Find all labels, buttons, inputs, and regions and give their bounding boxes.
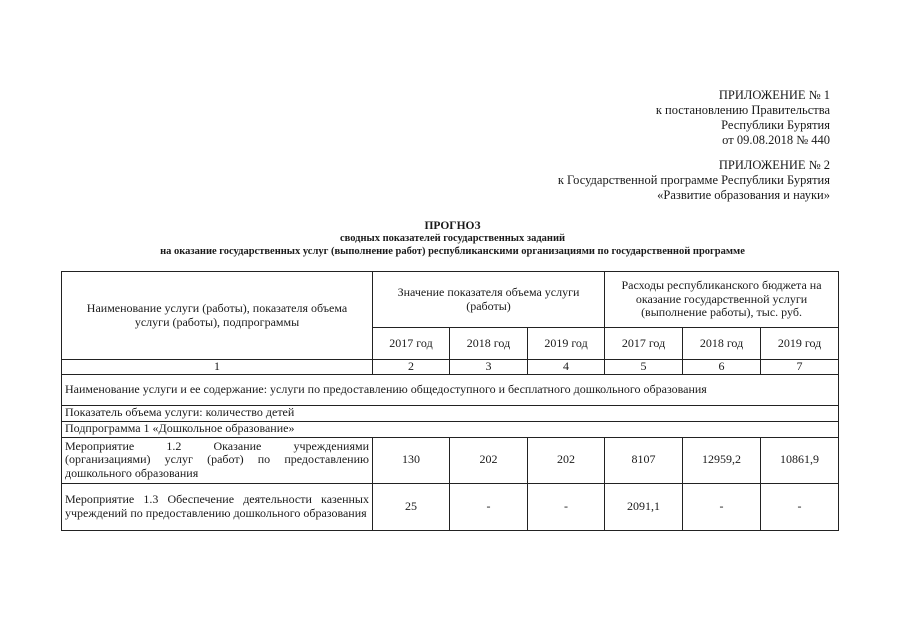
activity-name: Мероприятие 1.3 Обеспечение деятельности казенных учреждений по предоставлению дошкольного образования xyxy=(62,483,373,530)
forecast-table xyxy=(61,271,839,531)
table-cell: 8107 xyxy=(605,437,683,483)
appendix-1-date: от 09.08.2018 № 440 xyxy=(722,133,830,147)
table-cell: 202 xyxy=(450,437,528,483)
appendix-1-block xyxy=(656,88,830,148)
expense-group-header: Расходы республиканского бюджета на оказание государственной услуги (выполнение работы), тыс. руб. xyxy=(605,272,839,328)
service-row xyxy=(62,374,839,405)
table-row xyxy=(62,483,839,530)
column-number: 1 xyxy=(62,360,373,375)
appendix-2-title: ПРИЛОЖЕНИЕ № 2 xyxy=(718,158,830,172)
column-number: 7 xyxy=(761,360,839,375)
table-cell: 10861,9 xyxy=(761,437,839,483)
table-cell: 202 xyxy=(528,437,605,483)
column-number-row xyxy=(62,360,839,375)
column-number: 3 xyxy=(450,360,528,375)
appendix-1-line: к постановлению Правительства xyxy=(655,103,830,117)
document-subtitle: на оказание государственных услуг (выполнение работ) республиканскими организациями по государственной программе xyxy=(160,246,745,257)
appendix-2-line: «Развитие образования и науки» xyxy=(657,188,830,202)
column-number: 4 xyxy=(528,360,605,375)
table-header-row xyxy=(62,272,839,328)
name-column-header: Наименование услуги (работы), показателя объема услуги (работы), подпрограммы xyxy=(62,272,373,360)
indicator-row xyxy=(62,405,839,421)
table-cell: - xyxy=(528,483,605,530)
subprogram-row xyxy=(62,421,839,437)
year-header: 2017 год xyxy=(605,328,683,360)
activity-name: Мероприятие 1.2 Оказание учреждениями (организациями) услуг (работ) по предоставлению дошкольного образования xyxy=(62,437,373,483)
table-cell: 2091,1 xyxy=(605,483,683,530)
value-group-header: Значение показателя объема услуги (работы) xyxy=(373,272,605,328)
indicator-description: Показатель объема услуги: количество детей xyxy=(62,405,839,421)
column-number: 2 xyxy=(373,360,450,375)
table-cell: 130 xyxy=(373,437,450,483)
year-header: 2018 год xyxy=(683,328,761,360)
year-header: 2019 год xyxy=(761,328,839,360)
table-cell: 25 xyxy=(373,483,450,530)
year-header: 2019 год xyxy=(528,328,605,360)
table-cell: - xyxy=(450,483,528,530)
table-cell: 12959,2 xyxy=(683,437,761,483)
year-header: 2018 год xyxy=(450,328,528,360)
appendix-2-block xyxy=(558,158,830,203)
document-subtitle: сводных показателей государственных заданий xyxy=(339,233,566,244)
service-description: Наименование услуги и ее содержание: услуги по предоставлению общедоступного и бесплатного дошкольного образования xyxy=(62,374,839,405)
appendix-1-title: ПРИЛОЖЕНИЕ № 1 xyxy=(718,88,830,102)
appendix-1-line: Республики Бурятия xyxy=(721,118,830,132)
table-cell: - xyxy=(683,483,761,530)
table-row xyxy=(62,437,839,483)
table-cell: - xyxy=(761,483,839,530)
appendix-2-line: к Государственной программе Республики Бурятия xyxy=(557,173,830,187)
year-header: 2017 год xyxy=(373,328,450,360)
subprogram-title: Подпрограмма 1 «Дошкольное образование» xyxy=(62,421,839,437)
document-title: ПРОГНОЗ xyxy=(424,220,481,232)
column-number: 5 xyxy=(605,360,683,375)
column-number: 6 xyxy=(683,360,761,375)
